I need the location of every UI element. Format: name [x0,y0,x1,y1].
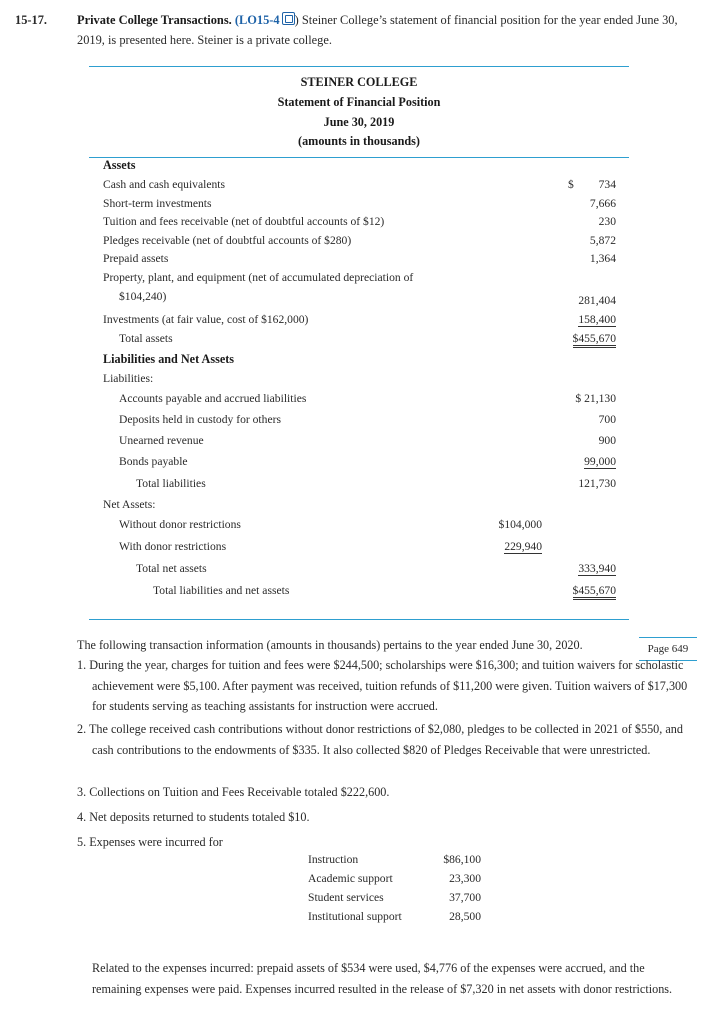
total-liabilities-value: 121,730 [578,477,616,490]
without-restrictions-label: Without donor restrictions [119,518,241,531]
ap-label: Accounts payable and accrued liabilities [119,392,307,405]
statement-title-3: June 30, 2019 [323,115,395,129]
learning-objective-link[interactable]: (LO15-4 [235,13,295,27]
total-liab-net-assets-label: Total liabilities and net assets [153,584,290,597]
bottom-rule [89,619,629,620]
with-restrictions-value: 229,940 [504,540,542,553]
statement-title-4: (amounts in thousands) [298,134,420,148]
tuition-value: 230 [598,215,616,228]
related-expenses-note: Related to the expenses incurred: prepaid assets of $534 were used, $4,776 of the expenses were accrued, and the remaining expenses were paid. Expenses incurred resulted in the release of $7,320 in net assets with donor restrictions. [92,961,673,996]
top-rule [89,66,629,67]
without-restrictions-value: $104,000 [498,518,542,531]
transactions-intro: The following transaction information (amounts in thousands) pertains to the year ended June 30, 2020. [77,638,583,652]
problem-intro-block [77,10,697,50]
prepaid-label: Prepaid assets [103,252,169,265]
transaction-2: 2. The college received cash contributions without donor restrictions of $2,080, pledges to be collected in 2021 of $550, and cash contributions to the endowments of $335. It also collected $820 of Pledges Receivable that were unrestricted. [77,722,683,757]
total-assets-value: $455,670 [573,332,616,348]
with-restrictions-label: With donor restrictions [119,540,227,553]
expense-label: Instruction [308,853,359,866]
ppe-label-line1: Property, plant, and equipment (net of accumulated depreciation of [103,271,414,284]
transaction-3: 3. Collections on Tuition and Fees Receivable totaled $222,600. [77,785,390,799]
prepaid-value: 1,364 [589,252,616,265]
unearned-value: 900 [598,434,616,447]
statement-title-1: STEINER COLLEGE [300,75,418,89]
tuition-label: Tuition and fees receivable (net of doubtful accounts of $12) [103,215,385,228]
expense-value: 23,300 [449,872,481,885]
total-net-assets-label: Total net assets [136,562,207,575]
unearned-label: Unearned revenue [119,434,204,447]
expense-label: Institutional support [308,910,402,923]
cash-value: 734 [598,178,616,191]
expense-value: 28,500 [449,910,481,923]
investments-value: 158,400 [578,313,616,326]
problem-intro: Steiner College’s statement of financial position for the year ended June 30, 2019, is presented here. Steiner is a private college. [77,13,678,47]
total-net-assets-value: 333,940 [578,562,616,575]
cash-sign: $ [568,178,574,191]
statement-title-2: Statement of Financial Position [277,95,441,109]
ppe-label-line2: $104,240) [119,290,167,303]
pledges-value: 5,872 [589,234,616,247]
deposits-label: Deposits held in custody for others [119,413,281,426]
expense-label: Student services [308,891,384,904]
pledges-label: Pledges receivable (net of doubtful accounts of $280) [103,234,352,247]
lo-close: ) [294,13,299,27]
cash-label: Cash and cash equivalents [103,178,226,191]
transaction-5: 5. Expenses were incurred for [77,835,223,849]
sti-label: Short-term investments [103,197,212,210]
page-marker: Page 649 [639,637,697,661]
transaction-4: 4. Net deposits returned to students totaled $10. [77,810,310,824]
liabilities-label: Liabilities: [103,372,154,385]
expense-value: 37,700 [449,891,481,904]
ap-value: $ 21,130 [575,392,616,405]
total-assets-label: Total assets [119,332,173,345]
assets-heading: Assets [103,158,136,172]
bonds-label: Bonds payable [119,455,188,468]
net-assets-label: Net Assets: [103,498,156,511]
problem-number: 15-17. [15,13,48,27]
sti-value: 7,666 [589,197,616,210]
expense-label: Academic support [308,872,393,885]
title-rule [89,157,629,158]
deposits-value: 700 [598,413,616,426]
liabilities-net-assets-heading: Liabilities and Net Assets [103,352,235,366]
total-liabilities-label: Total liabilities [136,477,206,490]
investments-label: Investments (at fair value, cost of $162,000) [103,313,309,326]
external-link-icon[interactable] [282,12,295,25]
expense-value: $86,100 [443,853,481,866]
ppe-value: 281,404 [578,294,616,307]
transaction-1: 1. During the year, charges for tuition and fees were $244,500; scholarships were $16,300; and tuition waivers for scholastic achievement were $5,100. After payment was received, tuition refunds of $11,200 were given. Tuition waivers of $17,300 for students serving as teaching assistants for instruction were accrued. [77,658,688,713]
problem-title: Private College Transactions. [77,13,232,27]
bonds-value: 99,000 [584,455,616,468]
total-liab-net-assets-value: $455,670 [573,584,616,600]
